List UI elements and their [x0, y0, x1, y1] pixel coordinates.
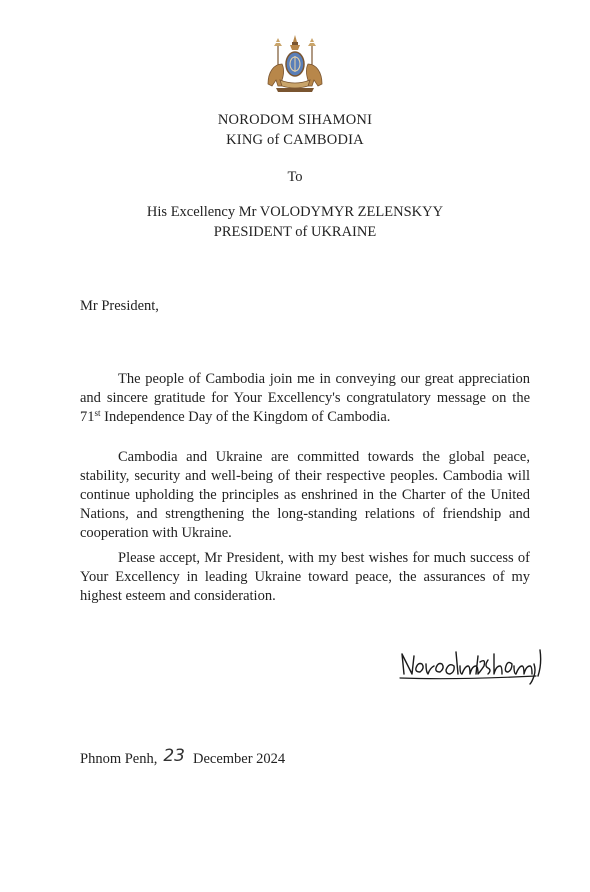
body-paragraph-1-text-end: Independence Day of the Kingdom of Cambodia.	[100, 409, 391, 425]
ordinal-suffix: st	[94, 408, 101, 418]
recipient-title: PRESIDENT of UKRAINE	[213, 224, 377, 240]
to-label: To	[287, 169, 303, 185]
body-paragraph-1	[80, 370, 530, 427]
royal-emblem-icon	[262, 34, 328, 94]
body-paragraph-1-text: The people of Cambodia join me in conveying our great appreciation and sincere gratitude for Your Excellency's congratulatory message on the 71	[80, 371, 530, 425]
dateline-month-year: December 2024	[192, 751, 286, 767]
dateline-day-handwritten: 23	[163, 746, 185, 766]
recipient-name: His Excellency Mr VOLODYMYR ZELENSKYY	[146, 204, 444, 220]
sender-title: KING of CAMBODIA	[226, 132, 364, 148]
handwritten-signature	[396, 640, 548, 690]
dateline-place: Phnom Penh,	[80, 751, 158, 767]
salutation: Mr President,	[80, 298, 159, 314]
body-paragraph-2: Cambodia and Ukraine are committed towards the global peace, stability, security and well-being of their respective peoples. Cambodia will continue upholding the principles as enshrined in the Charter of the United Nations, and strengthening the long-standing relations of friendship and cooperation with Ukraine.	[80, 449, 530, 541]
dateline	[80, 748, 285, 768]
sender-name: NORODOM SIHAMONI	[217, 112, 373, 128]
body-paragraph-3: Please accept, Mr President, with my best wishes for much success of Your Excellency in leading Ukraine toward peace, the assurances of my highest esteem and consideration.	[80, 550, 530, 604]
